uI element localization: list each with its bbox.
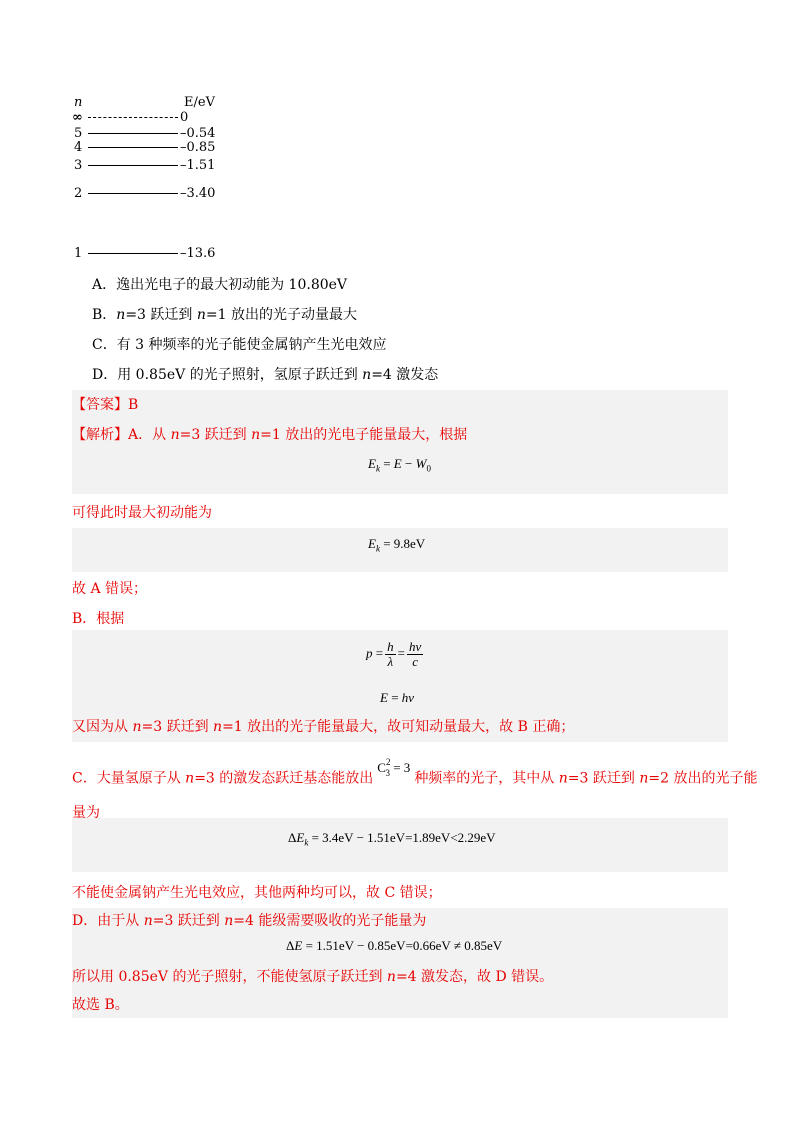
level-n-4: 4 (74, 140, 83, 155)
n-axis-label: n (74, 95, 83, 110)
level-n-3: 3 (74, 158, 83, 173)
level-n-5: 5 (74, 126, 83, 141)
level-line-2 (88, 193, 178, 194)
analysis-line-10: 所以用 0.85eV 的光子照射，不能使氢原子跃迁到 n=4 激发态，故 D 错误。 (72, 969, 554, 985)
analysis-line-2: 可得此时最大初动能为 (72, 505, 212, 521)
level-e-3: –1.51 (180, 158, 216, 173)
level-e-5: –0.54 (180, 126, 216, 141)
choice-c: C．有 3 种频率的光子能使金属钠产生光电效应 (92, 337, 387, 353)
level-line-5 (88, 133, 178, 134)
analysis-line-11: 故选 B。 (72, 997, 129, 1013)
choice-b: B．n=3 跃迁到 n=1 放出的光子动量最大 (92, 307, 357, 323)
level-e-inf: 0 (180, 110, 189, 125)
equation-photoelectric: $E_k = E - W_0$ (368, 456, 431, 474)
analysis-line-6: C．大量氢原子从 n=3 的激发态跃迁基态能放出$C^2_3 = 3$种频率的光子，其中从 n=3 跃迁到 n=2 放出的光子能 (72, 757, 758, 787)
equation-delta-ek: $\Delta E_k = 3.4eV - 1.51eV=1.89eV<2.29eV$ (288, 830, 496, 848)
energy-level-diagram (72, 92, 272, 267)
choice-d: D．用 0.85eV 的光子照射，氢原子跃迁到 n=4 激发态 (92, 367, 439, 383)
equation-ek-value: $E_k = 9.8eV$ (368, 536, 426, 554)
level-e-4: –0.85 (180, 140, 216, 155)
equation-delta-e: ΔE = 1.51eV − 0.85eV=0.66eV ≠ 0.85eV (286, 938, 503, 953)
level-line-4 (88, 147, 178, 148)
choice-a: A．逸出光电子的最大初动能为 10.80eV (92, 277, 348, 293)
analysis-line-9: D．由于从 n=3 跃迁到 n=4 能级需要吸收的光子能量为 (72, 913, 427, 929)
level-line-1 (88, 253, 178, 254)
analysis-line-4: B．根据 (72, 611, 125, 627)
answer-line: 【答案】B (72, 397, 139, 413)
level-e-1: –13.6 (180, 246, 216, 261)
analysis-line-8: 不能使金属钠产生光电效应，其他两种均可以，故 C 错误； (72, 885, 442, 901)
level-line-3 (88, 165, 178, 166)
equation-momentum: p = $\frac{h}{\lambda}$ = $\frac{h\nu}{c}$ (366, 639, 422, 669)
level-e-2: –3.40 (180, 186, 216, 201)
equation-combination: $C^2_3 = 3$ (377, 757, 411, 778)
equation-energy: E = hν (380, 690, 415, 705)
analysis-line-7: 量为 (72, 805, 100, 821)
analysis-line-5: 又因为从 n=3 跃迁到 n=1 放出的光子能量最大，故可知动量最大，故 B 正确； (72, 719, 575, 735)
energy-axis-label: E/eV (184, 95, 215, 110)
level-n-2: 2 (74, 186, 83, 201)
analysis-a-line: 【解析】A．从 n=3 跃迁到 n=1 放出的光电子能量最大，根据 (72, 427, 468, 443)
level-n-1: 1 (74, 246, 83, 261)
level-n-inf: ∞ (72, 110, 83, 125)
analysis-line-3: 故 A 错误； (72, 581, 148, 597)
level-line-inf (88, 117, 178, 118)
